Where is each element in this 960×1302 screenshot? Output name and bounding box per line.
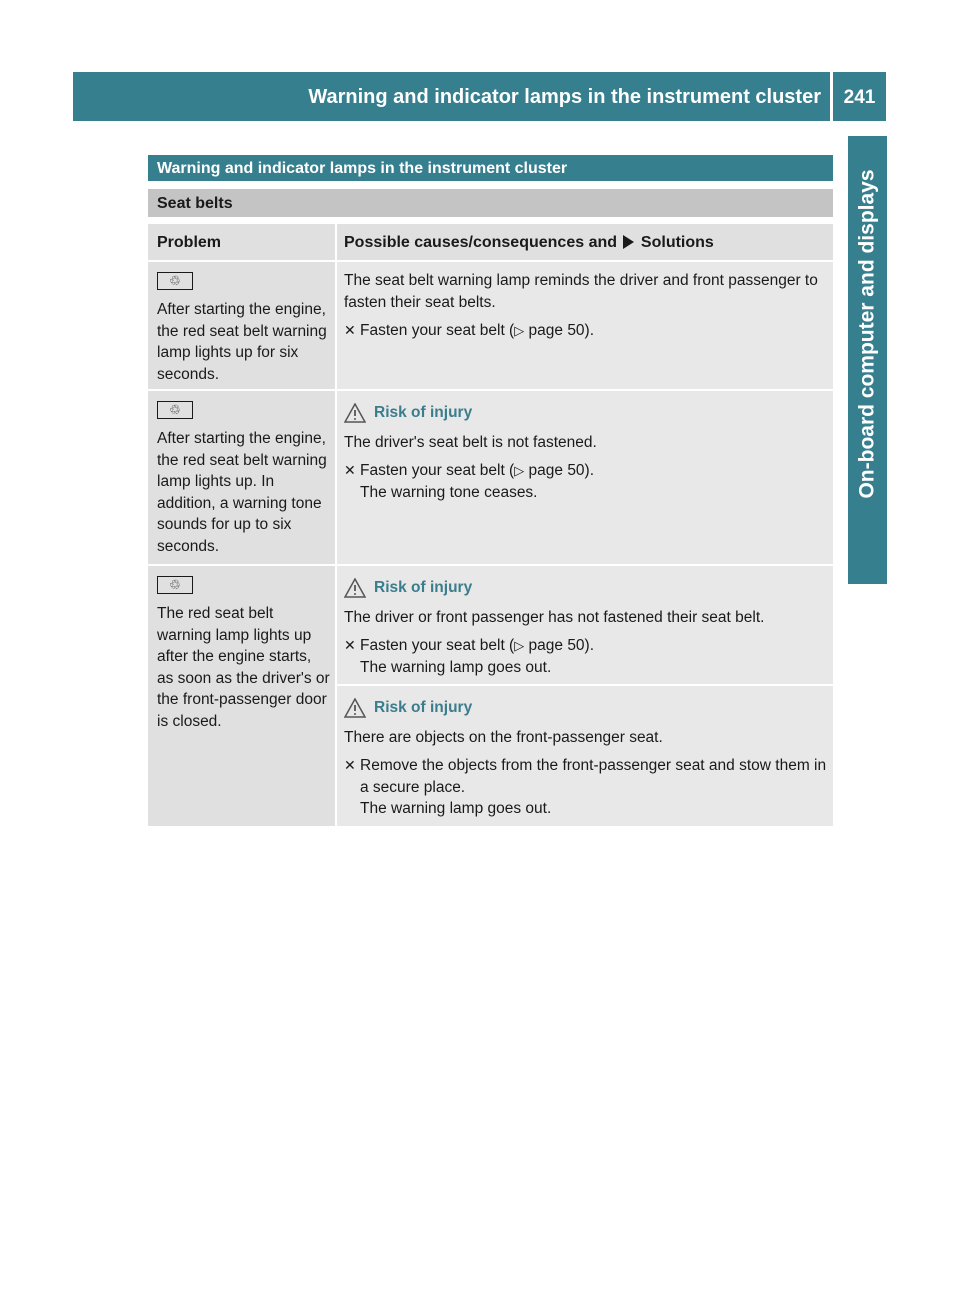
subsection-title: Seat belts (148, 189, 833, 217)
cause-text: The seat belt warning lamp reminds the driver and front passenger to fasten their seat belts. (344, 272, 818, 311)
page-header-title: Warning and indicator lamps in the instrument cluster (308, 86, 821, 108)
cause-text: The driver or front passenger has not fastened their seat belt. (344, 608, 765, 626)
result-text: The warning lamp goes out. (360, 800, 552, 817)
table-row-solution (337, 686, 833, 826)
warning-heading: Risk of injury (344, 697, 827, 719)
warning-heading: Risk of injury (344, 577, 827, 599)
page-number: 241 (843, 87, 876, 108)
problem-text: After starting the engine, the red seat belt warning lamp lights up. In addition, a warning tone sounds for up to six seconds. (157, 430, 327, 555)
warning-triangle-icon (344, 698, 366, 718)
problem-text: After starting the engine, the red seat belt warning lamp lights up for six seconds. (157, 301, 327, 383)
step-arrow-icon: ✕ (344, 462, 356, 478)
table-row-solution (337, 566, 833, 684)
table-row-problem (148, 262, 335, 389)
section-title: Warning and indicator lamps in the instrument cluster (148, 155, 833, 181)
column-header-solutions (337, 224, 833, 260)
side-tab-label-wrap (848, 136, 887, 532)
table-row-solution (337, 391, 833, 564)
result-text: The warning tone ceases. (360, 483, 538, 501)
action-step: ✕ Fasten your seat belt (▷ page 50). The warning lamp goes out. (344, 637, 595, 676)
action-step: ✕ Remove the objects from the front-passenger seat and stow them in a secure place. The warning lamp goes out. (344, 757, 827, 817)
action-step: ✕ Fasten your seat belt (▷ page 50). (344, 320, 827, 342)
seat-belt-lamp-icon: ♲ (157, 576, 193, 594)
side-tab-label: On-board computer and displays (855, 169, 879, 499)
arrow-right-icon (623, 235, 634, 249)
column-header-solutions-label: Solutions (640, 234, 714, 251)
column-header-problem: Problem (148, 224, 335, 260)
page-ref-triangle-icon: ▷ (514, 638, 525, 653)
page-ref-triangle-icon: ▷ (514, 463, 525, 478)
seat-belt-lamp-icon: ♲ (157, 272, 193, 290)
table-row-problem (148, 566, 335, 826)
warning-triangle-icon (344, 578, 366, 598)
action-step: ✕ Fasten your seat belt (▷ page 50). The warning tone ceases. (344, 462, 595, 501)
warning-triangle-icon (344, 403, 366, 423)
warning-heading: Risk of injury (344, 402, 827, 424)
table-row-problem (148, 391, 335, 564)
problem-text: The red seat belt warning lamp lights up after the engine starts, as soon as the driver's or the front-passenger door is closed. (157, 605, 330, 730)
cause-text: There are objects on the front-passenger seat. (344, 728, 663, 746)
table-row-solution (337, 262, 833, 389)
column-header-causes: Possible causes/consequences and (344, 234, 618, 251)
step-arrow-icon: ✕ (344, 757, 356, 773)
result-text: The warning lamp goes out. (360, 658, 552, 676)
cause-text: The driver's seat belt is not fastened. (344, 433, 597, 451)
step-arrow-icon: ✕ (344, 322, 356, 338)
seat-belt-lamp-icon: ♲ (157, 401, 193, 419)
step-arrow-icon: ✕ (344, 637, 356, 653)
page-ref-triangle-icon: ▷ (514, 323, 525, 338)
